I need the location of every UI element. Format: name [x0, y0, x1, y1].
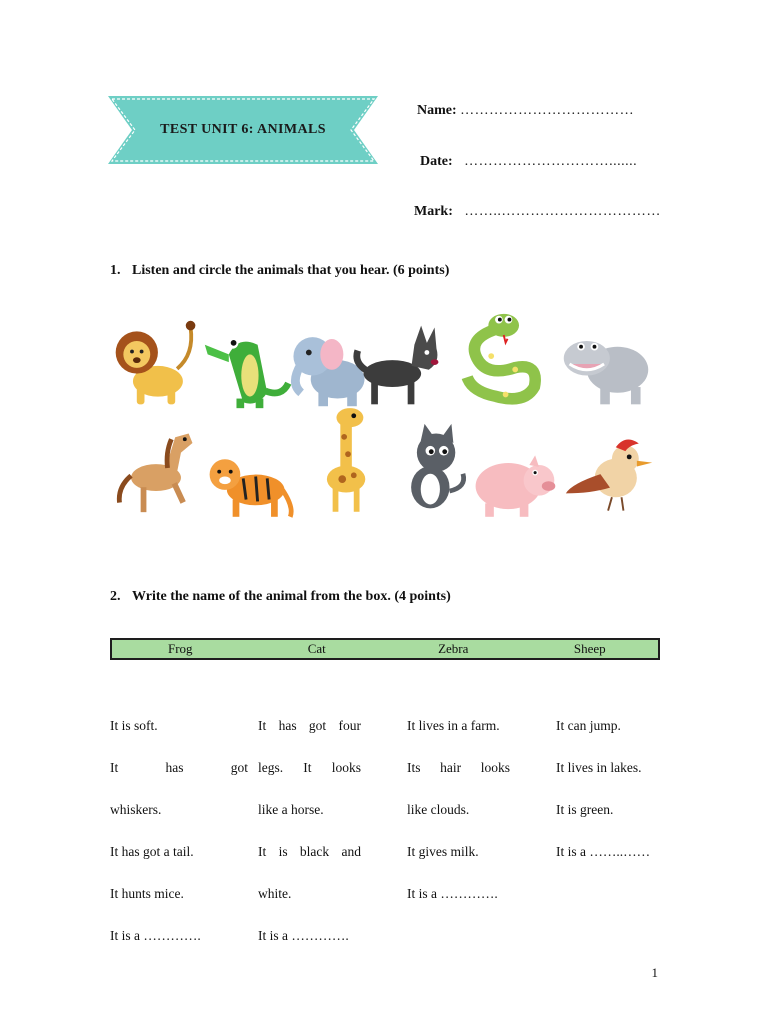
clue-line: Its hair looks — [407, 760, 510, 775]
snake-image[interactable] — [448, 310, 544, 406]
wolf-image[interactable] — [352, 316, 448, 412]
page-title: TEST UNIT 6: ANIMALS — [160, 122, 326, 137]
clue-line: It has got — [110, 760, 248, 775]
clue-line: It lives in a farm. — [407, 718, 500, 733]
mark-label: Mark: — [414, 204, 453, 219]
name-label: Name: — [417, 103, 457, 118]
clue-line: white. — [258, 886, 292, 901]
clue-line: It can jump. — [556, 718, 621, 733]
name-field[interactable] — [417, 103, 634, 119]
question-1 — [110, 263, 449, 279]
answer-blank-3[interactable]: It is a …………. — [407, 886, 498, 901]
clue-line: like clouds. — [407, 802, 470, 817]
name-blank: ……………………………… — [460, 103, 635, 118]
bird-image[interactable] — [562, 430, 658, 526]
pig-image[interactable] — [466, 440, 562, 536]
clue-line: legs. It looks — [258, 760, 361, 775]
clue-column-2 — [258, 705, 361, 957]
word-zebra: Zebra — [438, 641, 469, 656]
clue-line: It is green. — [556, 802, 614, 817]
clue-line: It lives in lakes. — [556, 760, 642, 775]
giraffe-image[interactable] — [300, 400, 396, 516]
word-sheep: Sheep — [573, 641, 606, 656]
date-label: Date: — [420, 154, 453, 169]
clue-line: It has got a tail. — [110, 844, 194, 859]
question-1-text: Listen and circle the animals that you hear. (6 points) — [132, 263, 450, 278]
clue-line: It has got four — [258, 718, 361, 733]
question-2-number: 2. — [110, 589, 121, 604]
answer-blank-1[interactable]: It is a …………. — [110, 928, 201, 943]
clue-line: It hunts mice. — [110, 886, 184, 901]
clue-line: like a horse. — [258, 802, 324, 817]
clue-line: It is soft. — [110, 718, 158, 733]
word-frog: Frog — [167, 641, 193, 656]
word-cat: Cat — [307, 641, 326, 656]
question-1-number: 1. — [110, 263, 121, 278]
question-2 — [110, 589, 451, 605]
horse-image[interactable] — [108, 420, 204, 516]
word-box — [110, 638, 660, 660]
mark-field[interactable] — [414, 204, 661, 220]
mark-blank: ……..…………………………… — [464, 204, 661, 219]
answer-blank-4[interactable]: It is a ……..…… — [556, 844, 651, 859]
page-number: 1 — [651, 965, 658, 980]
clue-line: It is black and — [258, 844, 361, 859]
clue-line: It gives milk. — [407, 844, 479, 859]
clue-column-4 — [556, 705, 658, 873]
question-2-text: Write the name of the animal from the box. (4 points) — [132, 589, 451, 604]
answer-blank-2[interactable]: It is a …………. — [258, 928, 349, 943]
clue-column-1 — [110, 705, 248, 957]
tiger-image[interactable] — [200, 440, 296, 536]
date-field[interactable] — [420, 154, 637, 170]
clue-column-3 — [407, 705, 510, 915]
lion-image[interactable] — [108, 316, 204, 412]
clue-line: whiskers. — [110, 802, 162, 817]
hippo-image[interactable] — [558, 316, 654, 412]
date-blank: …………………………....... — [464, 154, 638, 169]
